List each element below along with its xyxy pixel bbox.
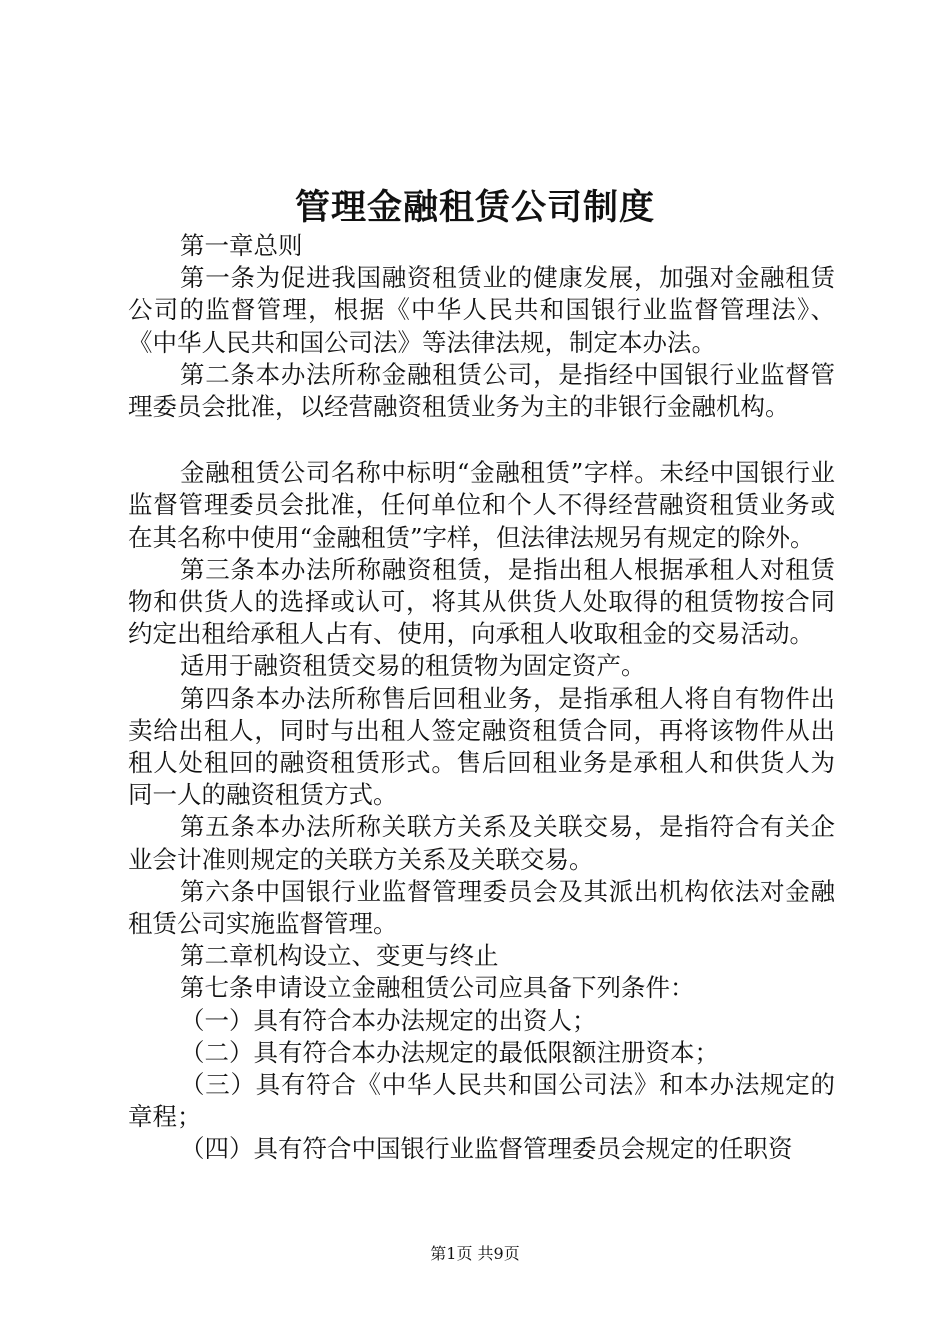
chapter-heading: 第二章机构设立、变更与终止 — [180, 941, 499, 971]
list-item: （一）具有符合本办法规定的出资人； — [180, 1005, 597, 1035]
document-title: 管理金融租赁公司制度 — [294, 187, 655, 228]
paragraph: 第五条本办法所称关联方关系及关联交易，是指符合有关企业会计准则规定的关联方关系及关联交易。 — [128, 812, 835, 874]
paragraph: 第二条本办法所称金融租赁公司，是指经中国银行业监督管理委员会批准，以经营融资租赁业务为主的非银行金融机构。 — [128, 359, 835, 422]
paragraph: 第三条本办法所称融资租赁，是指出租人根据承租人对租赁物和供货人的选择或认可，将其从供货人处取得的租赁物按合同约定出租给承租人占有、使用，向承租人收取租金的交易活动。 — [128, 554, 835, 649]
paragraph: 第七条申请设立金融租赁公司应具备下列条件： — [180, 973, 695, 1003]
paragraph: 金融租赁公司名称中标明“金融租赁”字样。未经中国银行业监督管理委员会批准，任何单位和个人不得经营融资租赁业务或在其名称中使用“金融租赁”字样，但法律法规另有规定的除外。 — [128, 458, 835, 552]
list-item: （四）具有符合中国银行业监督管理委员会规定的任职资 — [180, 1134, 793, 1164]
paragraph: 第一条为促进我国融资租赁业的健康发展，加强对金融租赁公司的监督管理，根据《中华人民共和国银行业监督管理法》、《中华人民共和国公司法》等法律法规，制定本办法。 — [128, 263, 835, 357]
list-item: （三）具有符合《中华人民共和国公司法》和本办法规定的章程； — [128, 1070, 835, 1132]
page-footer: 第1页 共9页 — [430, 1244, 520, 1263]
paragraph: 第四条本办法所称售后回租业务，是指承租人将自有物件出卖给出租人，同时与出租人签定融资租赁合同，再将该物件从出租人处租回的融资租赁形式。售后回租业务是承租人和供货人为同一人的融资租赁方式。 — [128, 683, 835, 810]
document-body — [128, 230, 835, 1166]
paragraph: 适用于融资租赁交易的租赁物为固定资产。 — [180, 651, 646, 681]
paragraph: 第六条中国银行业监督管理委员会及其派出机构依法对金融租赁公司实施监督管理。 — [128, 876, 835, 939]
paragraph-gap — [128, 423, 835, 457]
chapter-heading: 第一章总则 — [180, 231, 303, 260]
list-item: （二）具有符合本办法规定的最低限额注册资本； — [180, 1037, 719, 1067]
